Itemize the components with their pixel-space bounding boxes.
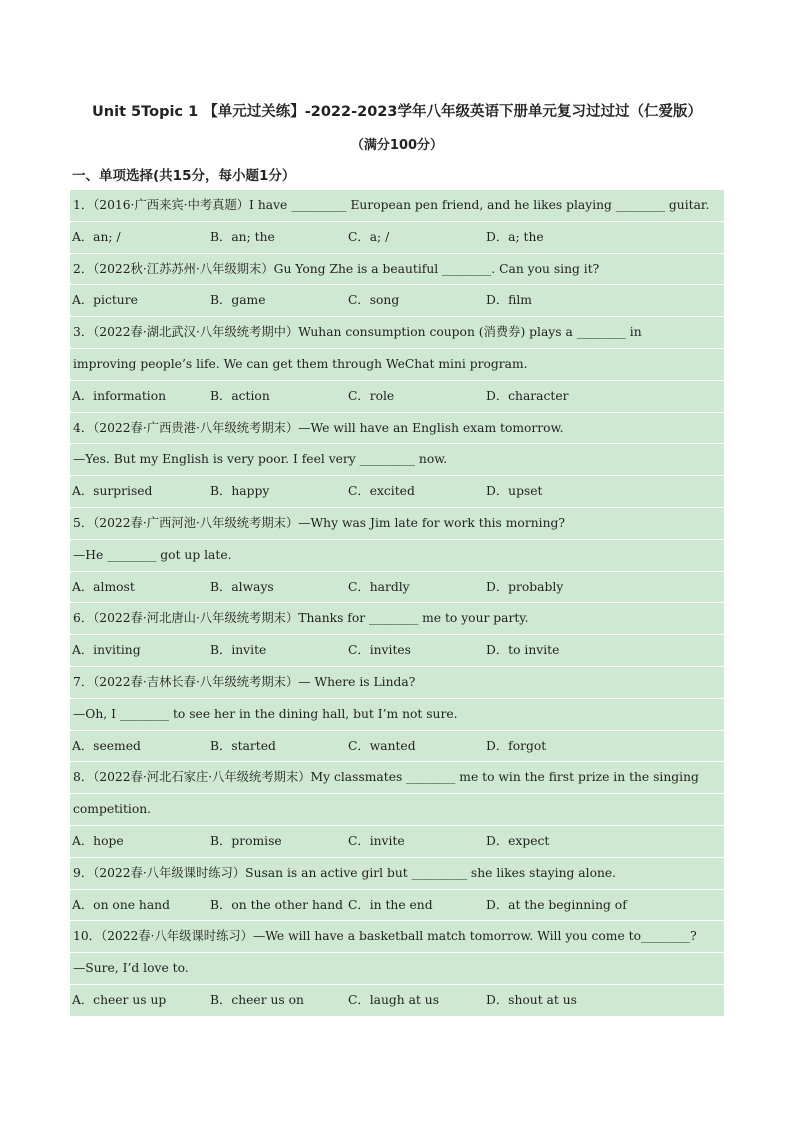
question-text-line [70,254,724,286]
question-text: 7．（2022春·吉林长春·八年级统考期末）— Where is Linda? [73,675,416,689]
option-d: D．to invite [486,643,560,658]
question-text-line [70,508,724,540]
option-b: B．invite [210,643,267,658]
question-text: 10．（2022春·八年级课时练习）—We will have a basketball match tomorrow. Will you come to________? [73,929,697,944]
option-d: D．a; the [486,229,544,244]
question-text: —Yes. But my English is very poor. I feel very _________ now. [73,452,448,467]
answer-options-line [70,826,724,858]
question-text: 4．（2022春·广西贵港·八年级统考期末）—We will have an English exam tomorrow. [73,420,564,435]
option-a: A．seemed [72,738,141,753]
option-b: B．on the other hand [210,897,343,912]
option-a: A．picture [72,293,138,308]
question-text-line [70,444,724,476]
option-c: C．laugh at us [348,993,440,1007]
question-text-line [70,699,724,731]
question-text-line [70,921,724,953]
question-text-line [70,413,724,445]
option-a: A．inviting [72,643,141,658]
answer-options-line [70,285,724,317]
option-c: C．invites [348,643,411,658]
question-text-line [70,794,724,826]
question-text: —Sure, I’d love to. [73,961,189,976]
option-b: B．promise [210,834,282,848]
option-d: D．upset [486,484,543,499]
question-text-line [70,667,724,699]
option-c: C．in the end [348,897,433,912]
option-d: D．probably [486,579,564,594]
answer-options-line [70,222,724,254]
question-text: 1．（2016·广西来宾·中考真题）I have _________ European pen friend, and he likes playing ________ guitar. [73,198,710,212]
option-d: D．film [486,293,532,308]
option-c: C．invite [348,834,405,848]
option-a: A．hope [72,834,124,848]
option-c: C．excited [348,484,415,499]
question-text-line [70,349,724,381]
answer-options-line [70,985,724,1017]
option-c: C．a; / [348,229,390,244]
question-text: 8．（2022春·河北石家庄·八年级统考期末）My classmates ________ me to win the first prize in the singing [73,770,699,785]
question-text: —He ________ got up late. [73,547,232,562]
answer-options-line [70,635,724,667]
option-a: A．cheer us up [72,993,167,1007]
section-heading: 一、单项选择(共15分，每小题1分） [72,168,296,184]
answer-options-line [70,476,724,508]
option-c: C．song [348,293,400,308]
answer-options-line [70,572,724,604]
answer-options-line [70,381,724,413]
question-text: 5．（2022春·广西河池·八年级统考期末）—Why was Jim late for work this morning? [73,516,565,530]
option-a: A．surprised [72,484,153,499]
question-text-line [70,603,724,635]
questions-panel [70,190,724,1017]
answer-options-line [70,890,724,922]
option-d: D．shout at us [486,993,577,1007]
option-b: B．cheer us on [210,993,304,1007]
option-a: A．information [72,388,167,403]
question-text: —Oh, I ________ to see her in the dining hall, but I’m not sure. [73,706,458,721]
option-b: B．action [210,388,270,403]
document-title: Unit 5Topic 1 【单元过关练】-2022-2023学年八年级英语下册单元复习过过过（仁爱版） [92,104,702,120]
question-text-line [70,762,724,794]
option-b: B．started [210,738,276,753]
question-text-line [70,953,724,985]
option-d: D．character [486,388,569,403]
option-d: D．forgot [486,738,547,753]
answer-options-line [70,731,724,763]
question-text-line [70,190,724,222]
question-text-line [70,858,724,890]
option-c: C．hardly [348,579,410,594]
question-text-line [70,317,724,349]
question-text: 6．（2022春·河北唐山·八年级统考期末）Thanks for ________ me to your party. [73,611,529,626]
option-a: A．on one hand [72,897,170,912]
option-a: A．almost [72,579,135,594]
question-text: 9．（2022春·八年级课时练习）Susan is an active girl but _________ she likes staying alone. [73,865,617,880]
option-b: B．always [210,579,274,594]
option-b: B．happy [210,484,270,499]
option-d: D．at the beginning of [486,897,627,912]
option-b: B．game [210,293,266,308]
score-subtitle: （满分100分） [350,138,444,153]
option-b: B．an; the [210,229,275,244]
question-text: 2．（2022秋·江苏苏州·八年级期末）Gu Yong Zhe is a beautiful ________. Can you sing it? [73,261,600,276]
option-c: C．role [348,388,395,403]
question-text: 3．（2022春·湖北武汉·八年级统考期中）Wuhan consumption coupon (消费券) plays a ________ in [73,325,642,340]
question-text: improving people’s life. We can get them through WeChat mini program. [73,357,528,371]
option-c: C．wanted [348,738,416,753]
option-a: A．an; / [72,229,121,244]
question-text-line [70,540,724,572]
option-d: D．expect [486,834,550,848]
question-text: competition. [73,802,152,817]
